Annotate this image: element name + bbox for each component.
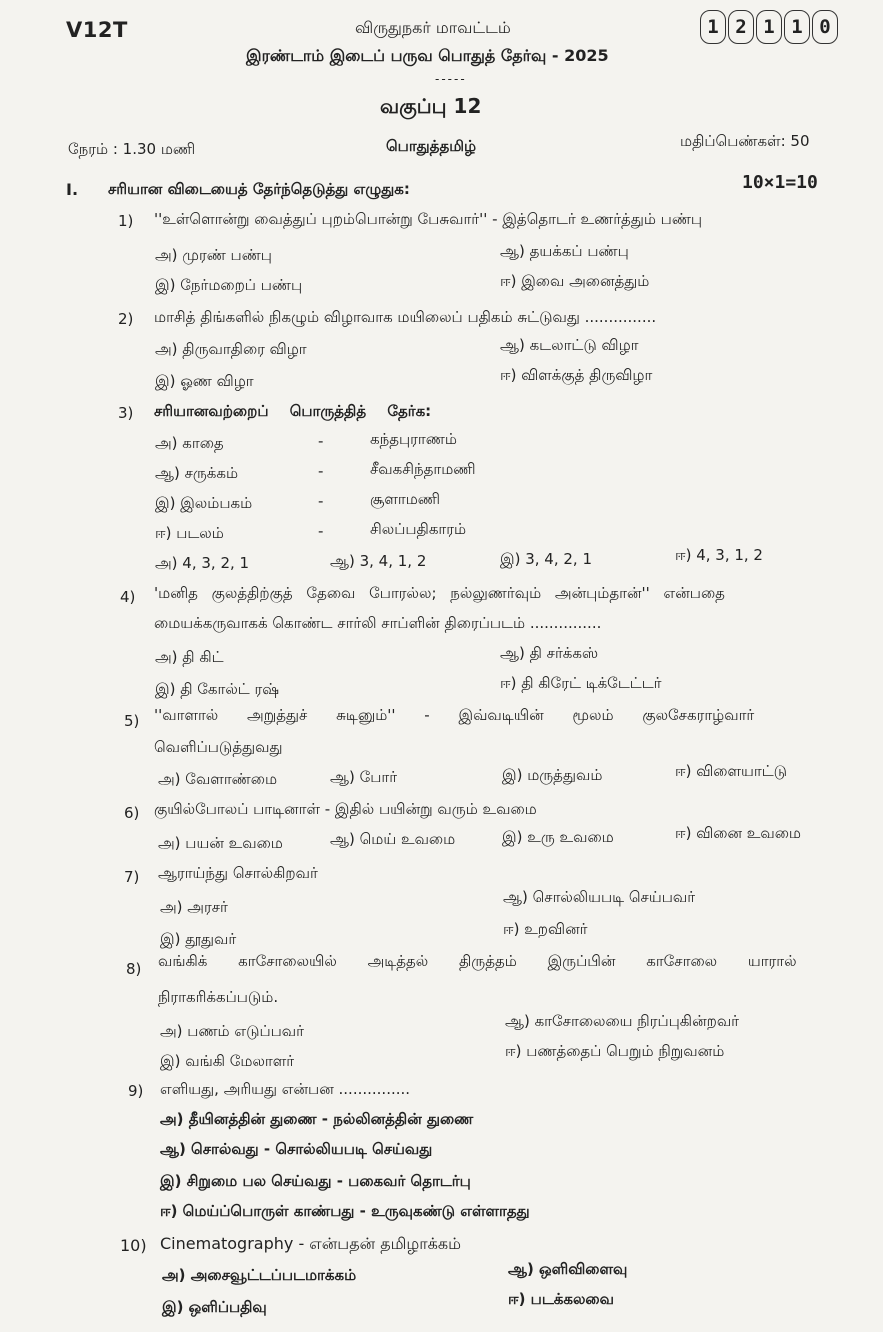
option-a: அ) 4, 3, 2, 1 — [155, 554, 250, 572]
question-text: ''வாளால் அறுத்துச் சுடினும்'' - இவ்வடியின் மூலம் குலசேகராழ்வார் — [154, 706, 755, 724]
option-d: ஈ) மெய்ப்பொருள் காண்பது - உருவுகண்டு எள்ளாதது — [160, 1202, 530, 1220]
question-text: மையக்கருவாகக் கொண்ட சார்லி சாப்ளின் திரைப்படம் ............... — [154, 614, 602, 632]
option-c: இ) ஓண விழா — [155, 372, 254, 390]
match-right: சூளாமணி — [370, 490, 441, 508]
option-c: இ) தூதுவர் — [160, 930, 237, 948]
section-number: I. — [66, 180, 79, 199]
question-text: ஆராய்ந்து சொல்கிறவர் — [158, 864, 318, 882]
question-number: 9) — [128, 1082, 144, 1100]
question-text: மாசித் திங்களில் நிகழும் விழாவாக மயிலைப் பதிகம் சுட்டுவது ............... — [154, 308, 657, 326]
match-right: சிலப்பதிகாரம் — [370, 520, 467, 538]
max-marks: மதிப்பெண்கள்: 50 — [680, 132, 810, 150]
question-text: வங்கிக் காசோலையில் அடித்தல் திருத்தம் இருப்பின் காசோலை யாரால் — [158, 952, 797, 970]
register-digit: 2 — [728, 10, 754, 44]
option-b: ஆ) தயக்கப் பண்பு — [500, 242, 629, 260]
option-c: இ) வங்கி மேலாளர் — [160, 1052, 295, 1070]
option-b: ஆ) சொல்வது - சொல்லியபடி செய்வது — [160, 1140, 433, 1158]
register-digit: 1 — [784, 10, 810, 44]
district-name: விருதுநகர் மாவட்டம் — [355, 18, 511, 37]
option-c: இ) மருத்துவம் — [502, 766, 603, 784]
question-text: வெளிப்படுத்துவது — [154, 738, 283, 756]
question-number: 4) — [120, 588, 136, 606]
question-number: 3) — [118, 404, 134, 422]
option-d: ஈ) உறவினர் — [503, 920, 588, 938]
question-number: 7) — [124, 868, 140, 886]
subject-name: பொதுத்தமிழ் — [386, 137, 477, 155]
class-label: வகுப்பு 12 — [380, 94, 482, 118]
question-text: Cinematography - என்பதன் தமிழாக்கம் — [160, 1234, 461, 1253]
option-d: ஈ) வினை உவமை — [675, 824, 801, 842]
title-divider: ----- — [435, 72, 467, 86]
question-text: குயில்போலப் பாடினாள் - இதில் பயின்று வரும் உவமை — [154, 800, 537, 818]
option-c: இ) சிறுமை பல செய்வது - பகைவர் தொடர்பு — [160, 1172, 471, 1190]
match-dash: - — [318, 432, 324, 450]
match-dash: - — [318, 462, 324, 480]
option-d: ஈ) படக்கலவை — [508, 1290, 614, 1308]
register-digit: 1 — [700, 10, 726, 44]
question-text: சரியானவற்றைப் பொருத்தித் தேர்க: — [154, 402, 432, 420]
option-b: ஆ) மெய் உவமை — [330, 830, 456, 848]
register-number-boxes — [700, 10, 838, 44]
question-number: 1) — [118, 212, 134, 230]
match-left: அ) காதை — [155, 434, 224, 452]
option-d: ஈ) விளையாட்டு — [675, 762, 788, 780]
exam-title: இரண்டாம் இடைப் பருவ பொதுத் தேர்வு - 2025 — [246, 46, 609, 65]
option-a: அ) தி கிட் — [155, 648, 224, 666]
option-c: இ) நேர்மறைப் பண்பு — [155, 276, 303, 294]
question-text: நிராகரிக்கப்படும். — [158, 988, 279, 1006]
match-left: ஈ) படலம் — [155, 524, 224, 542]
option-d: ஈ) பணத்தைப் பெறும் நிறுவனம் — [505, 1042, 725, 1060]
option-d: ஈ) 4, 3, 1, 2 — [675, 546, 763, 564]
option-d: ஈ) தி கிரேட் டிக்டேட்டர் — [500, 674, 662, 692]
match-right: கந்தபுராணம் — [370, 430, 457, 448]
option-a: அ) அரசர் — [160, 898, 228, 916]
option-c: இ) தி கோல்ட் ரஷ் — [155, 680, 280, 698]
question-number: 8) — [126, 960, 142, 978]
question-number: 6) — [124, 804, 140, 822]
option-d: ஈ) இவை அனைத்தும் — [500, 272, 650, 290]
option-a: அ) அசைவூட்டப்படமாக்கம் — [162, 1266, 357, 1284]
section-marks: 10×1=10 — [742, 172, 818, 193]
exam-time: நேரம் : 1.30 மணி — [68, 140, 196, 158]
question-number: 2) — [118, 310, 134, 328]
question-text: 'மனித குலத்திற்குத் தேவை போரல்ல; நல்லுணர்வும் அன்பும்தான்'' என்பதை — [154, 584, 725, 602]
paper-code: V12T — [66, 18, 128, 42]
match-left: ஆ) சருக்கம் — [155, 464, 239, 482]
question-text: ''உள்ளொன்று வைத்துப் புறம்பொன்று பேசுவார்'' - இத்தொடர் உணர்த்தும் பண்பு — [154, 210, 703, 228]
question-number: 10) — [120, 1236, 147, 1255]
option-b: ஆ) கடலாட்டு விழா — [500, 336, 639, 354]
option-b: ஆ) ஒளிவிளைவு — [508, 1260, 628, 1278]
register-digit: 0 — [812, 10, 838, 44]
match-left: இ) இலம்பகம் — [155, 494, 253, 512]
match-dash: - — [318, 522, 324, 540]
option-b: ஆ) தி சர்க்கஸ் — [500, 644, 599, 662]
option-c: இ) ஒளிப்பதிவு — [162, 1298, 267, 1316]
option-c: இ) 3, 4, 2, 1 — [500, 550, 592, 568]
option-a: அ) வேளாண்மை — [158, 770, 278, 788]
option-c: இ) உரு உவமை — [502, 828, 614, 846]
option-a: அ) திருவாதிரை விழா — [155, 340, 307, 358]
option-d: ஈ) விளக்குத் திருவிழா — [500, 366, 653, 384]
option-b: ஆ) போர் — [330, 768, 398, 786]
option-a: அ) பயன் உவமை — [158, 834, 283, 852]
option-a: அ) பணம் எடுப்பவர் — [160, 1022, 304, 1040]
register-digit: 1 — [756, 10, 782, 44]
question-number: 5) — [124, 712, 140, 730]
option-b: ஆ) 3, 4, 1, 2 — [330, 552, 427, 570]
option-a: அ) முரண் பண்பு — [155, 246, 272, 264]
question-text: எளியது, அரியது என்பன ............... — [160, 1080, 411, 1098]
option-b: ஆ) சொல்லியபடி செய்பவர் — [503, 888, 696, 906]
section-title: சரியான விடையைத் தேர்ந்தெடுத்து எழுதுக: — [108, 180, 410, 198]
match-dash: - — [318, 492, 324, 510]
option-b: ஆ) காசோலையை நிரப்புகின்றவர் — [505, 1012, 740, 1030]
match-right: சீவகசிந்தாமணி — [370, 460, 476, 478]
option-a: அ) தீயினத்தின் துணை - நல்லினத்தின் துணை — [160, 1110, 474, 1128]
